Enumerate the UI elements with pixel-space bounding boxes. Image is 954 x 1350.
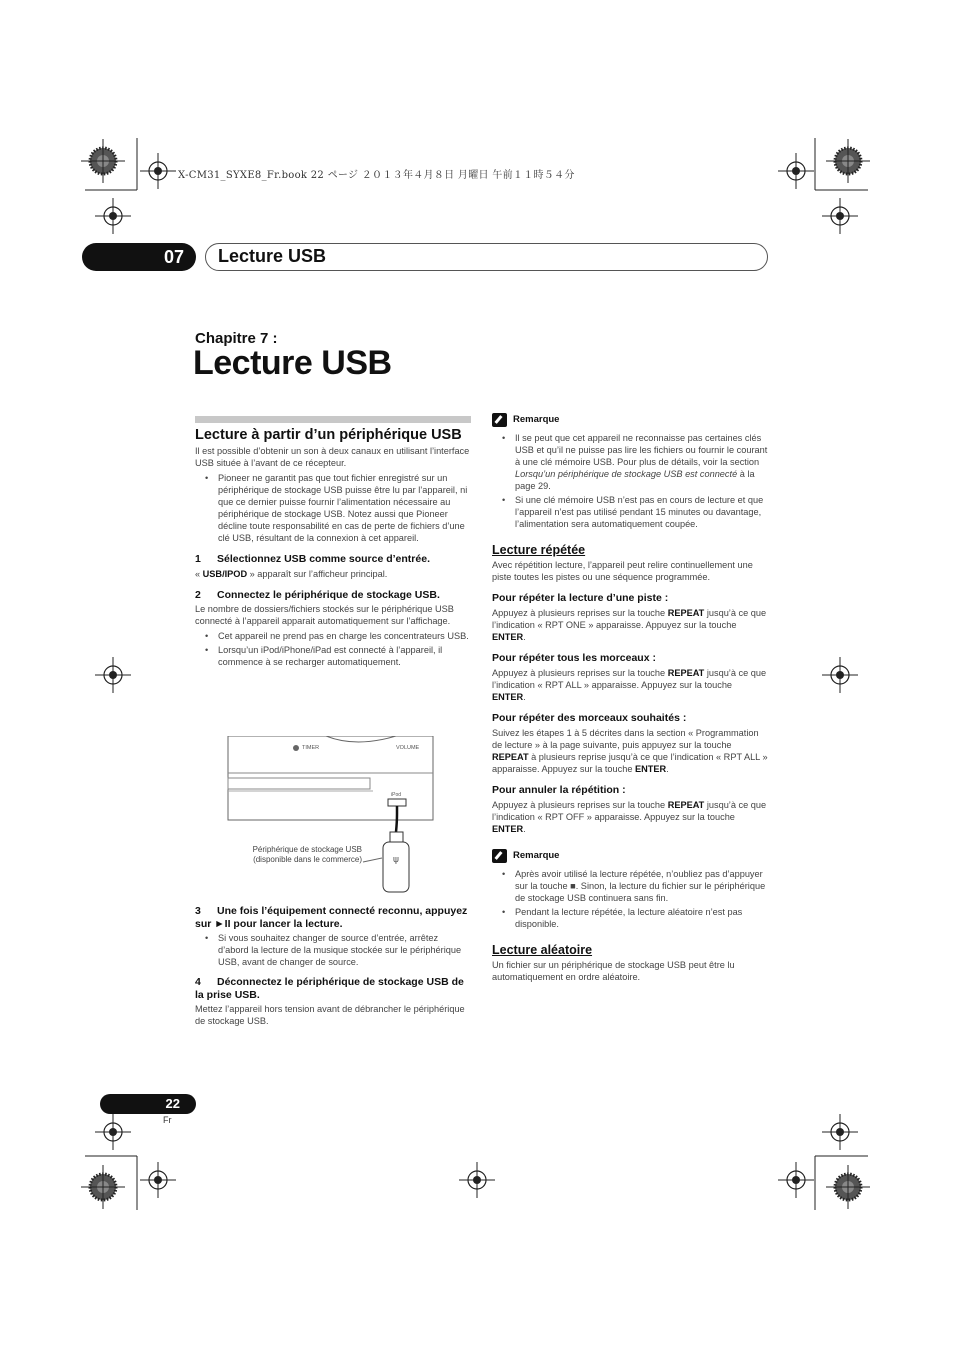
repeat-heading: Lecture répétée (492, 543, 586, 557)
repeat-cancel-heading: Pour annuler la répétition : (492, 784, 626, 796)
chapter-label: Chapitre 7 : (195, 330, 278, 347)
repeat-selected-heading: Pour répéter des morceaux souhaités : (492, 712, 687, 724)
bullet-pioneer: • Pioneer ne garantit pas que tout fichier enregistré sur un périphérique de stockage USB puisse être lu par l’appareil, ni que ce dernier puisse fournir l’alimentation nécessaire au périphérique de stockage USB. Notez aussi que Pioneer décline toute responsabilité en cas de perte de fichiers d’une clé USB, résultant de la connexion à cet appareil. (195, 472, 471, 544)
page-number: 22 (100, 1094, 196, 1114)
repeat-one-heading: Pour répéter la lecture d’une piste : (492, 592, 669, 604)
registration-star-bl (81, 1165, 125, 1209)
step-2-text: Le nombre de dossiers/fichiers stockés sur le périphérique USB connecté à l’appareil apparait automatiquement sur l’affichage. (195, 604, 454, 626)
note-2-header: Remarque (492, 849, 768, 863)
print-info: X-CM31_SYXE8_Fr.book 22 ページ ２０１３年４月８日 月曜日 午前１１時５４分 (178, 170, 575, 181)
page-language: Fr (163, 1115, 172, 1125)
note-icon (492, 413, 507, 427)
repeat-all-text: Appuyez à plusieurs reprises sur la touche REPEAT jusqu’à ce que l’indication « RPT ALL » apparaisse. Appuyez sur la touche ENTER. (492, 668, 767, 702)
repeat-cancel-text: Appuyez à plusieurs reprises sur la touche REPEAT jusqu’à ce que l’indication « RPT OFF » apparaisse. Appuyez sur la touche ENTER. (492, 800, 767, 834)
section-heading: Lecture à partir d’un périphérique USB (195, 427, 462, 443)
repeat-all-heading: Pour répéter tous les morceaux : (492, 652, 656, 664)
repeat-one-text: Appuyez à plusieurs reprises sur la touche REPEAT jusqu’à ce que l’indication « RPT ONE » apparaisse. Appuyez sur la touche ENTER. (492, 608, 767, 642)
note-2-bullet: • Pendant la lecture répétée, la lecture aléatoire n’est pas disponible. (492, 906, 768, 930)
repeat-intro: Avec répétition lecture, l’appareil peut relire continuellement une piste toutes les pistes ou une séquence programmée. (492, 560, 753, 582)
device-drawing (226, 736, 436, 896)
chapter-tab-number: 07 (82, 243, 196, 271)
note-1-bullet: • Il se peut que cet appareil ne reconnaisse pas certaines clés USB et qu’il ne puisse pas lire les fichiers ou fournir le courant à une clé mémoire USB. Pour plus de détails, voir la section Lorsqu’un périphérique de stockage USB est connecté à la page 29. (492, 432, 768, 492)
step-4-text: Mettez l’appareil hors tension avant de débrancher le périphérique de stockage USB. (195, 1004, 465, 1026)
timer-label: TIMER (302, 745, 320, 751)
random-text: Un fichier sur un périphérique de stockage USB peut être lu automatiquement en ordre aléatoire. (492, 960, 735, 982)
step-3: 3 Une fois l’équipement connecté reconnu, appuyez sur ►II pour lancer la lecture. (195, 905, 468, 930)
note-1-bullet: • Si une clé mémoire USB n’est pas en cours de lecture et que l’appareil n’est pas utilisé pendant 15 minutes ou davantage, l’alimentation sera automatiquement coupée. (492, 494, 768, 530)
volume-label: VOLUME (396, 745, 420, 751)
step-3-bullet: • Si vous souhaitez changer de source d’entrée, arrêtez d’abord la lecture de la musique stockée sur le périphérique USB, avant de changer de source. (195, 932, 471, 968)
section-bar (195, 416, 471, 423)
note-1-header: Remarque (492, 413, 768, 427)
svg-text:ψ: ψ (393, 855, 399, 865)
right-column (492, 413, 768, 983)
step-1-text: « USB/IPOD » apparaît sur l’afficheur principal. (195, 569, 388, 579)
step-2: 2 Connectez le périphérique de stockage USB. (195, 589, 440, 601)
random-heading: Lecture aléatoire (492, 943, 593, 957)
step-2-bullet: • Lorsqu’un iPod/iPhone/iPad est connecté à l’appareil, il commence à se recharger automatiquement. (195, 644, 471, 668)
step-4: 4 Déconnectez le périphérique de stockage USB de la prise USB. (195, 976, 464, 1001)
registration-star-tr (826, 139, 870, 183)
registration-star-tl (81, 139, 125, 183)
left-column-lower (195, 905, 471, 1027)
usb-connection-illustration (226, 736, 436, 896)
repeat-selected-text: Suivez les étapes 1 à 5 décrites dans la section « Programmation de lecture » à la page suivante, puis appuyez sur la touche REPEAT à plusieurs reprise jusqu’à ce que l’indication « RPT ALL » apparaisse. Appuyez sur la touche ENTER. (492, 728, 768, 774)
step-2-bullet: • Cet appareil ne prend pas en charge les concentrateurs USB. (195, 630, 471, 642)
ipod-port-label: iPod (391, 792, 402, 798)
step-1: 1 Sélectionnez USB comme source d’entrée. (195, 553, 430, 565)
usb-device-caption: Périphérique de stockage USB (disponible dans le commerce) (252, 845, 362, 864)
note-icon (492, 849, 507, 863)
registration-star-br (826, 1165, 870, 1209)
intro-text: Il est possible d’obtenir un son à deux canaux en utilisant l’interface USB située à l’avant de ce récepteur. (195, 446, 470, 468)
left-column (195, 416, 471, 668)
note-2-bullet: • Après avoir utilisé la lecture répétée, n’oubliez pas d’appuyer sur la touche ■. Sinon, la lecture du fichier sur le périphérique de stockage USB continuera sans fin. (492, 868, 768, 904)
chapter-title: Lecture USB (193, 344, 392, 382)
chapter-tab-title: Lecture USB (218, 246, 327, 266)
